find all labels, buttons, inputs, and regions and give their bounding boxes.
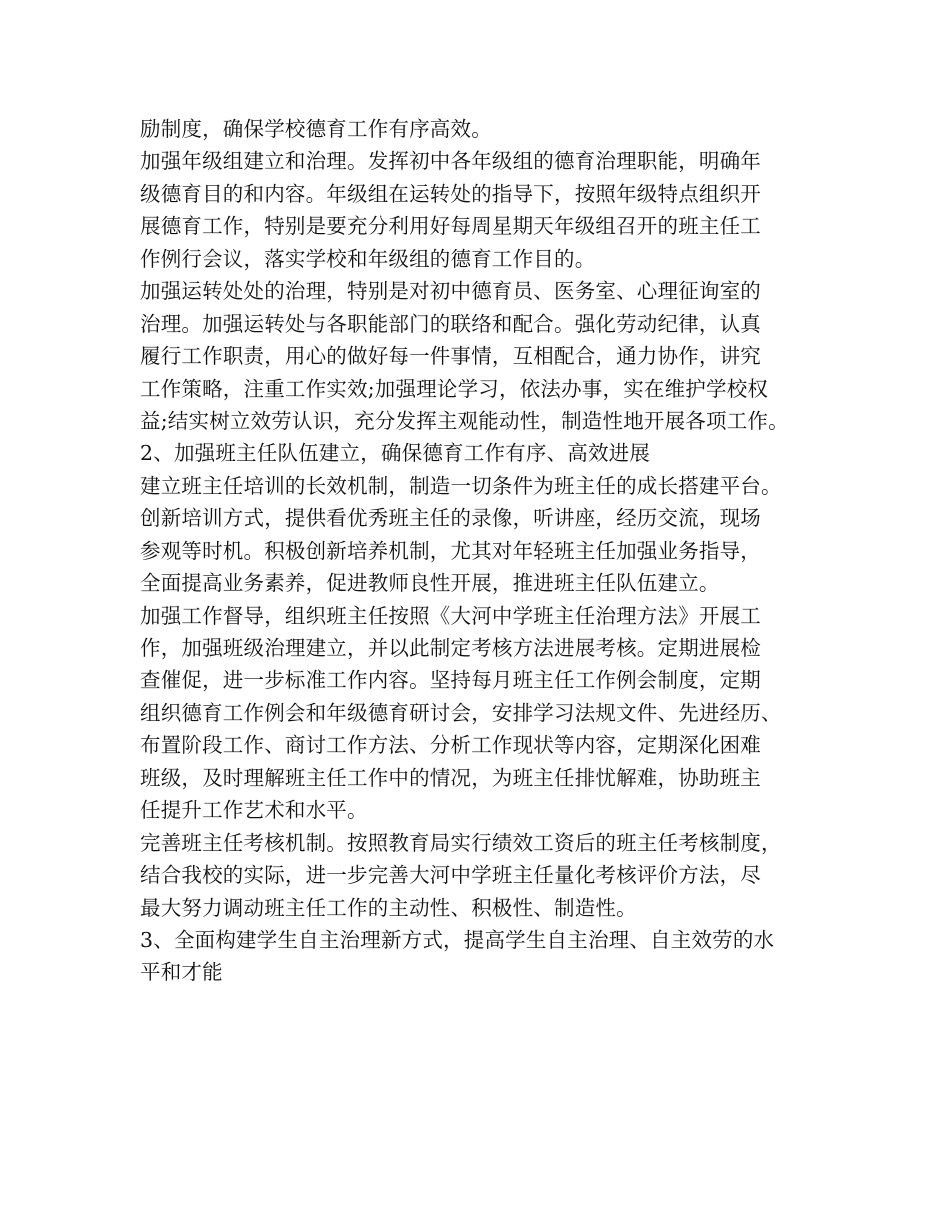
text-line: 加强年级组建立和治理。发挥初中各年级组的德育治理职能，明确年 (140, 149, 761, 174)
text-line: 平和才能 (140, 960, 223, 985)
body-text (140, 113, 840, 989)
section-heading: 3、全面构建学生自主治理新方式，提高学生自主治理、自主效劳的水 (140, 927, 775, 952)
text-line: 加强工作督导，组织班主任按照《大河中学班主任治理方法》开展工 (140, 603, 761, 628)
text-line: 履行工作职责，用心的做好每一件事情，互相配合，通力协作，讲究 (140, 344, 761, 369)
text-line: 查催促，进一步标准工作内容。坚持每月班主任工作例会制度，定期 (140, 668, 761, 693)
text-line: 全面提高业务素养，促进教师良性开展，推进班主任队伍建立。 (140, 571, 720, 596)
text-line: 治理。加强运转处与各职能部门的联络和配合。强化劳动纪律，认真 (140, 311, 761, 336)
text-line: 任提升工作艺术和水平。 (140, 798, 368, 823)
text-line: 作，加强班级治理建立，并以此制定考核方法进展考核。定期进展检 (140, 636, 761, 660)
text-line: 展德育工作，特别是要充分利用好每周星期天年级组召开的班主任工 (140, 214, 761, 239)
text-line: 创新培训方式，提供看优秀班主任的录像，听讲座，经历交流，现场 (140, 506, 761, 531)
text-line: 励制度，确保学校德育工作有序高效。 (140, 117, 492, 141)
text-line: 参观等时机。积极创新培养机制，尤其对年轻班主任加强业务指导， (140, 538, 761, 563)
text-line: 级德育目的和内容。年级组在运转处的指导下，按照年级特点组织开 (140, 181, 761, 206)
text-line: 组织德育工作例会和年级德育研讨会，安排学习法规文件、先进经历、 (140, 700, 782, 725)
section-heading: 2、加强班主任队伍建立，确保德育工作有序、高效进展 (140, 441, 651, 466)
text-line: 加强运转处处的治理，特别是对初中德育员、医务室、心理征询室的 (140, 279, 761, 304)
text-line: 工作策略，注重工作实效;加强理论学习，依法办事，实在维护学校权 (140, 376, 769, 401)
text-line: 益;结实树立效劳认识，充分发挥主观能动性，制造性地开展各项工作。 (140, 408, 789, 433)
text-line: 布置阶段工作、商讨工作方法、分析工作现状等内容，定期深化困难 (140, 733, 761, 758)
text-line: 完善班主任考核机制。按照教育局实行绩效工资后的班主任考核制度， (140, 830, 782, 855)
text-line: 结合我校的实际，进一步完善大河中学班主任量化考核评价方法，尽 (140, 863, 761, 888)
text-line: 建立班主任培训的长效机制，制造一切条件为班主任的成长搭建平台。 (140, 473, 782, 498)
text-line: 班级，及时理解班主任工作中的情况，为班主任排忧解难，协助班主 (140, 765, 761, 790)
text-line: 最大努力调动班主任工作的主动性、积极性、制造性。 (140, 895, 637, 920)
text-line: 作例行会议，落实学校和年级组的德育工作目的。 (140, 246, 596, 271)
